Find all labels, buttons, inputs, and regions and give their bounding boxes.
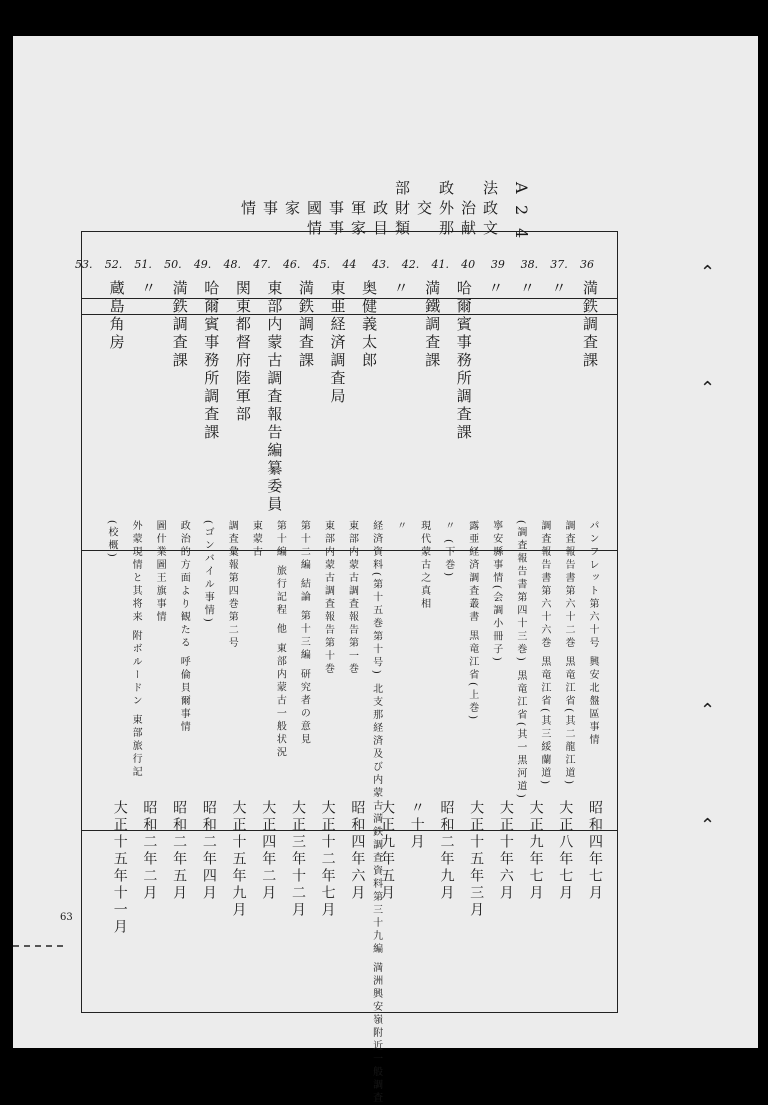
header-code-2 — [512, 205, 531, 218]
title-cell: 調査報告書第六十六巻 黒竜江省(其三綏蘭道) — [538, 520, 550, 787]
date-cell: 大正十二年七月 — [319, 800, 336, 919]
date-cell: 〃十月 — [408, 800, 425, 851]
author-cell: 東部内蒙古調査報告編纂委員 — [265, 280, 284, 514]
entry-number: 37. — [550, 258, 568, 271]
entry-number: 49. — [193, 258, 212, 271]
entry-number: 47. — [253, 258, 271, 271]
entry-number: 42. — [401, 258, 420, 271]
header-char: 外 — [437, 200, 455, 218]
date-cell: 昭和二年四月 — [200, 800, 217, 902]
author-cell: 奥健義太郎 — [360, 280, 379, 370]
title-cell: 調査彙報第四巻第二号 — [226, 520, 238, 650]
entry-number: 44 — [342, 258, 357, 271]
title-cell: 現代蒙古之真相 — [418, 520, 430, 611]
title-cell: 調査報告書第六十二巻 黒竜江省(其二龍江道) — [562, 520, 574, 787]
date-cell: 昭和二年五月 — [171, 800, 188, 902]
header-char: 政 — [371, 200, 389, 218]
author-cell: 満鐵調査課 — [423, 280, 442, 370]
binding-mark-3: ⌃ — [700, 700, 716, 721]
date-cell: 大正十五年九月 — [230, 800, 247, 919]
binding-mark-2: ⌃ — [700, 378, 716, 399]
title-cell: 東部内蒙古調査報告第一巻 — [346, 520, 358, 676]
title-cell: (校概) — [106, 520, 118, 560]
header-char: 情 — [305, 220, 323, 238]
title-cell: 東蒙古 — [250, 520, 262, 559]
header-char: 政 — [481, 200, 499, 218]
binding-mark-4: ⌃ — [700, 815, 716, 836]
author-cell: 〃 — [391, 280, 410, 298]
date-cell: 昭和四年七月 — [587, 800, 603, 902]
entry-number: 40 — [461, 258, 476, 271]
margin-dash — [13, 945, 63, 947]
entry-number: 51. — [134, 258, 152, 271]
header-char: 家 — [283, 200, 301, 218]
date-cell: 大正三年十二月 — [289, 800, 306, 919]
date-cell: 大正九年五月 — [379, 800, 396, 902]
date-cell: 大正十年六月 — [497, 800, 514, 902]
entry-number: 41. — [431, 258, 449, 271]
author-cell: 東亜経済調査局 — [328, 280, 347, 406]
header-char: 國 — [305, 200, 323, 218]
header-char: 那 — [437, 220, 455, 238]
code-a: A — [512, 182, 531, 197]
header-char: 家 — [349, 220, 367, 238]
entry-number: 38. — [520, 258, 539, 271]
header-char: 献 — [459, 220, 477, 238]
author-cell: 哈爾賓事務所調査課 — [454, 280, 473, 442]
author-cell: 哈爾賓事務所調査課 — [202, 280, 221, 442]
number-divider — [82, 314, 617, 315]
author-cell: 満鉄調査課 — [296, 280, 315, 370]
header-char: 情 — [239, 200, 257, 218]
header-code-4 — [512, 228, 531, 241]
header-char: 類 — [393, 220, 411, 238]
header-char: 部 — [393, 180, 411, 198]
title-cell: 外蒙現情と其将来 附ボルードン 東部旅行記 — [130, 520, 142, 780]
header-char: 事 — [327, 220, 345, 238]
author-cell: 〃 — [486, 280, 505, 298]
title-cell: 〃 (下巻) — [442, 520, 454, 579]
title-cell: 東部内蒙古調査報告第十巻 — [322, 520, 334, 676]
author-cell: 〃 — [549, 280, 568, 298]
author-cell: 満鉄調査課 — [581, 280, 599, 370]
header-char: 軍 — [349, 200, 367, 218]
entry-number: 46. — [282, 258, 301, 271]
date-cell: 昭和四年六月 — [349, 800, 366, 902]
header-char: 事 — [327, 200, 345, 218]
entry-number: 48. — [223, 258, 242, 271]
header-char: 財 — [393, 200, 411, 218]
header-code — [512, 182, 531, 197]
title-cell: (調査報告書第四十三巻) 黒竜江省(其一黒河道) — [514, 520, 526, 801]
title-cell: 圖什業圖王旗事情 — [154, 520, 166, 624]
header-char: 文 — [481, 220, 499, 238]
date-cell: 大正十五年十一月 — [111, 800, 128, 936]
author-cell: 関東都督府陸軍部 — [233, 280, 252, 424]
entry-number: 53. — [75, 258, 93, 271]
title-cell: パンフレット第六十号 興安北盤區事情 — [587, 520, 598, 748]
header-divider — [82, 298, 617, 299]
date-cell: 大正四年二月 — [260, 800, 277, 902]
header-char: 政 — [437, 180, 455, 198]
header-char: 目 — [371, 220, 389, 238]
entry-number: 50. — [164, 258, 182, 271]
title-cell: 露亜経済調査叢書 黒竜江省(上巻) — [466, 520, 478, 722]
author-cell: 満鉄調査課 — [170, 280, 189, 370]
title-cell: 政治的方面より観たる 呼倫貝爾事情 — [178, 520, 190, 735]
date-cell: 大正九年七月 — [527, 800, 544, 902]
date-cell: 昭和二年九月 — [438, 800, 455, 902]
author-cell: 〃 — [517, 280, 536, 298]
entry-number: 45. — [312, 258, 331, 271]
date-cell: 大正十五年三月 — [468, 800, 485, 919]
date-cell: 昭和二年二月 — [141, 800, 158, 902]
code-2: 2 — [512, 205, 531, 219]
header-char: 事 — [261, 200, 279, 218]
header-char: 法 — [481, 180, 499, 198]
title-cell: 〃 — [394, 520, 406, 533]
entry-number: 39 — [490, 258, 505, 271]
entry-number: 52. — [104, 258, 123, 271]
binding-mark-1: ⌃ — [700, 262, 716, 283]
title-cell: 経済資料(第十五巻第十号) 北支那経済及び内蒙古満鉄調査資料第三十九編 満洲興安嶺附近一般調査 — [370, 520, 382, 1105]
author-cell: 蔵島角房 — [107, 280, 126, 352]
code-4: 4 — [512, 228, 531, 242]
title-cell: 第十編 旅行記程 他 東部内蒙古一般状況 — [274, 520, 286, 760]
title-cell: 寧安縣事情(会調小冊子) — [490, 520, 502, 664]
entry-number: 36 — [580, 258, 594, 271]
margin-page-number: 63 — [60, 912, 73, 923]
title-cell: 第十二編 結論 第十三編 研究者の意見 — [298, 520, 310, 747]
entry-number: 43. — [372, 258, 390, 271]
date-cell: 大正八年七月 — [557, 800, 574, 902]
header-char: 交 — [415, 200, 433, 218]
header-char: 治 — [459, 200, 477, 218]
author-cell: 〃 — [139, 280, 158, 298]
title-cell: (ゴンバイル事情) — [202, 520, 214, 625]
